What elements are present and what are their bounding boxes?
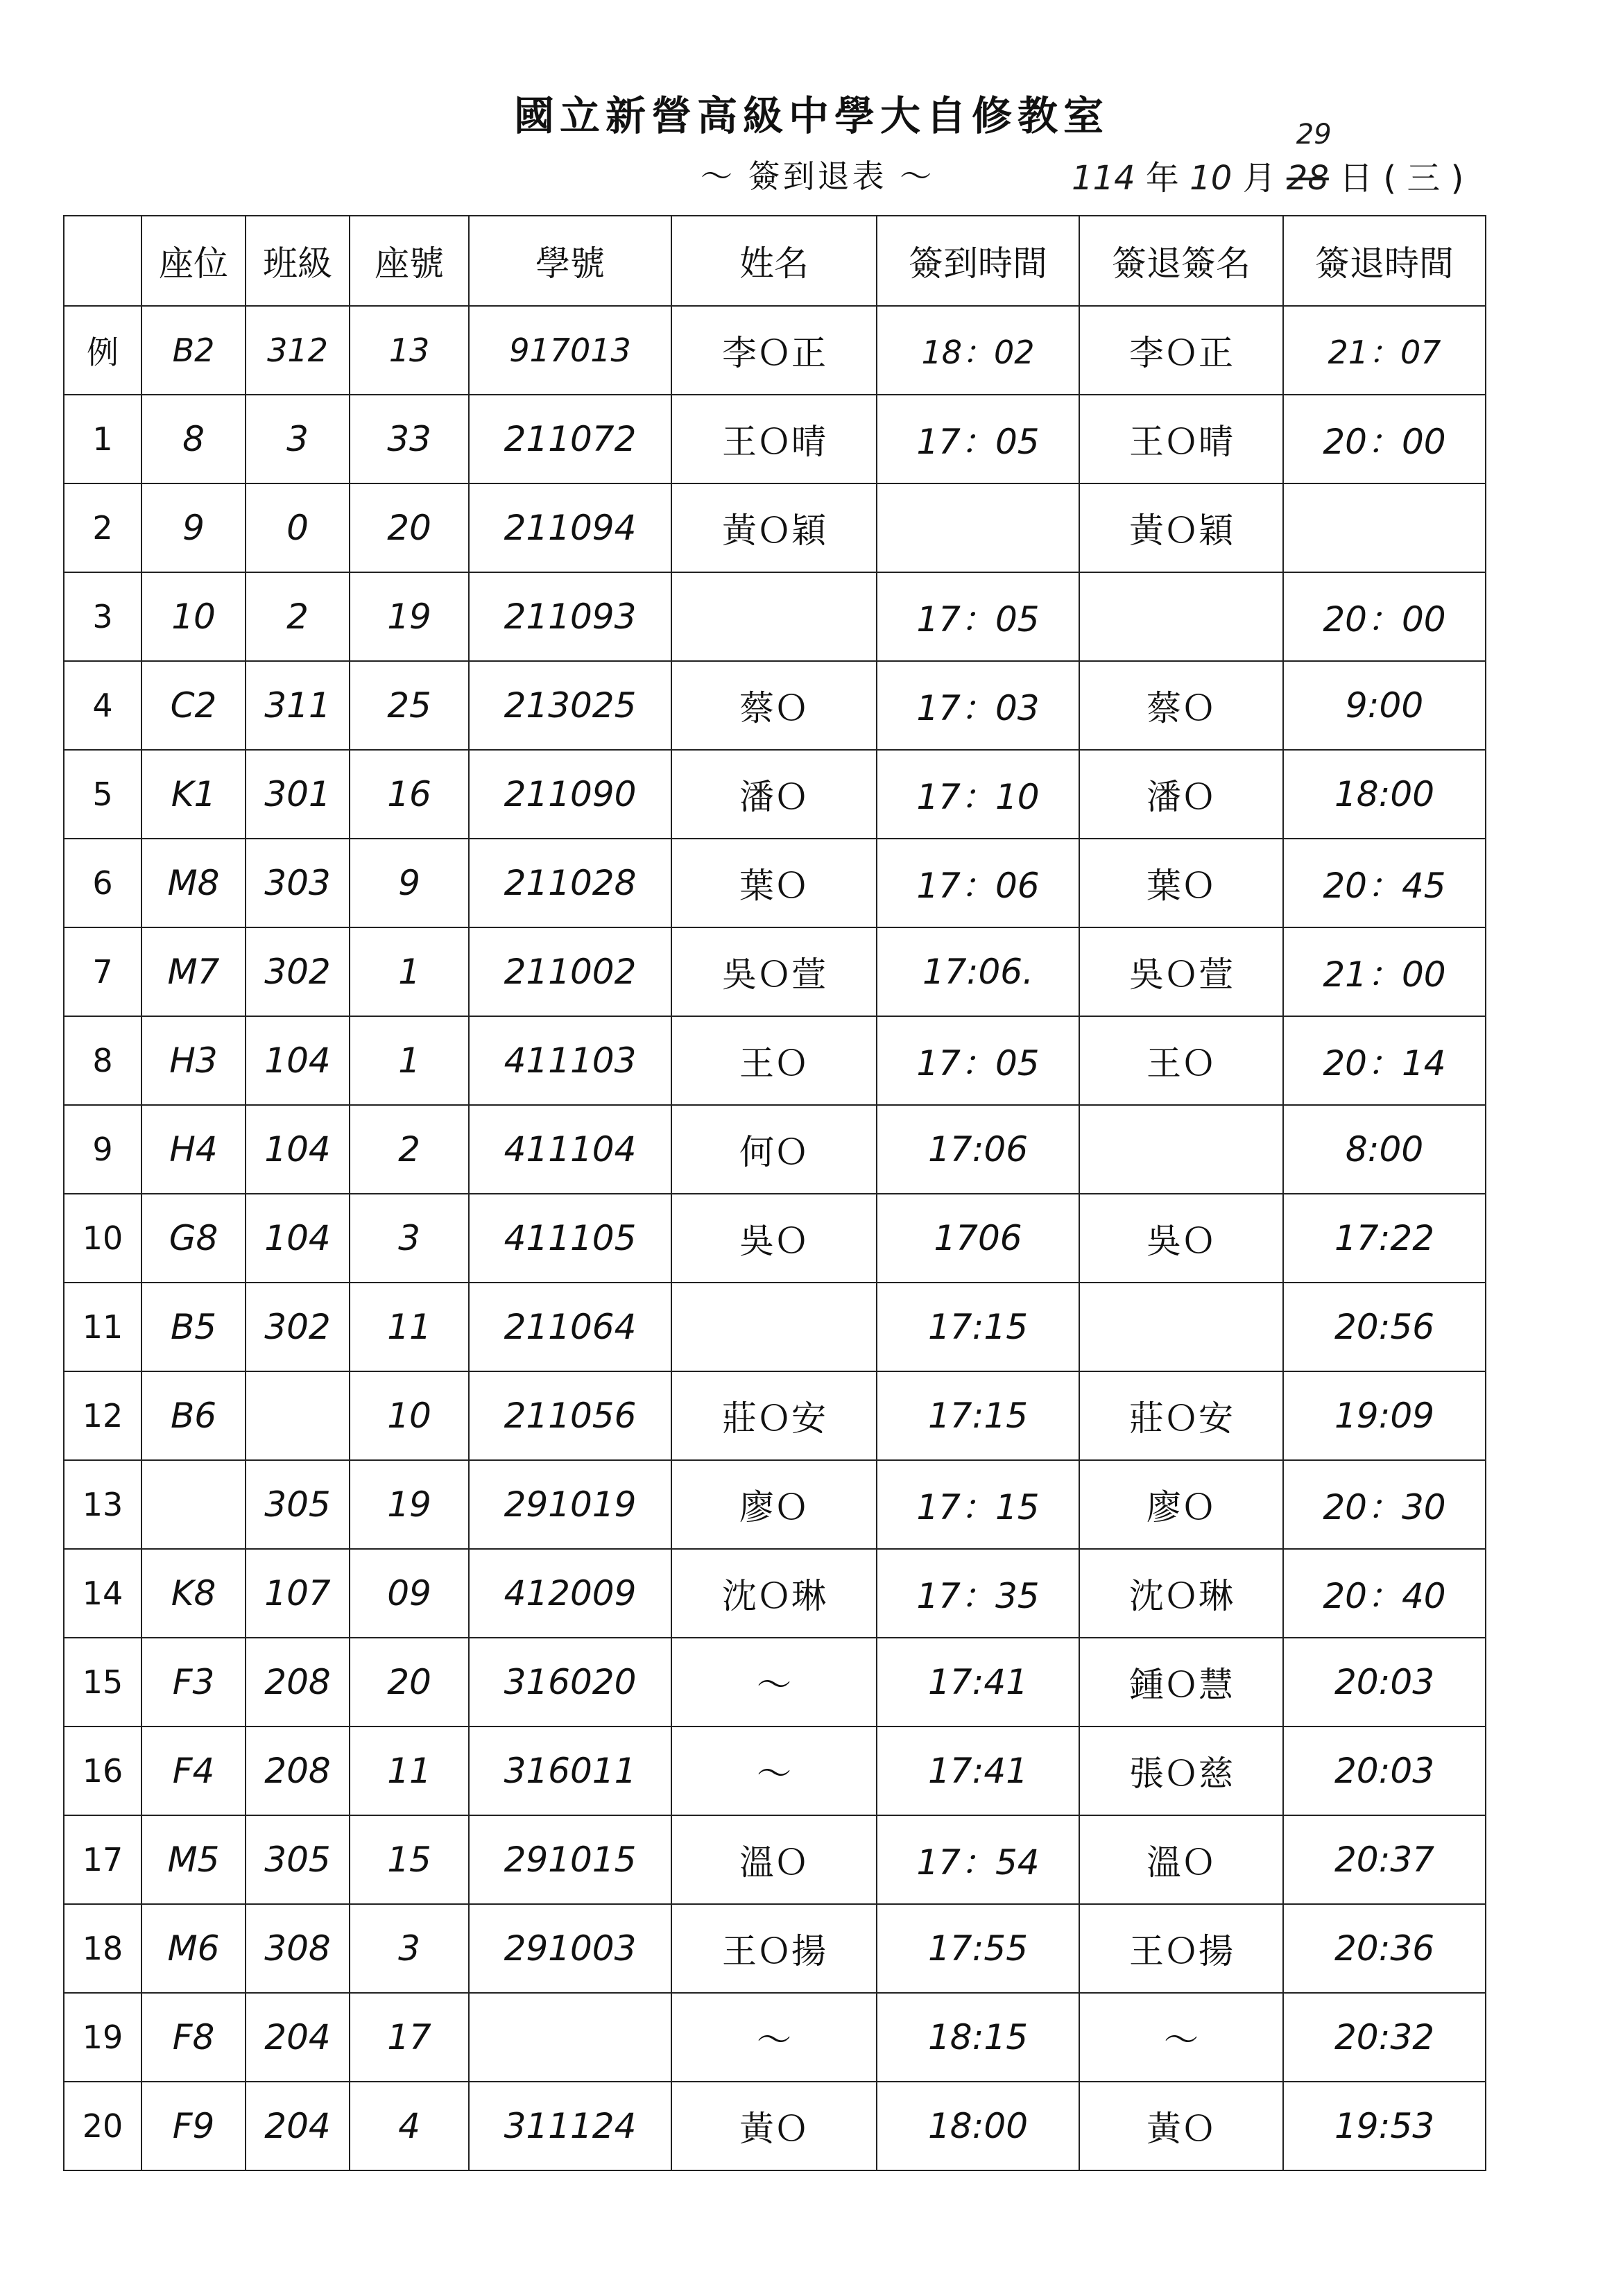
checkout-signature-cell: 蔡Ｏ — [1079, 661, 1283, 750]
class-cell: 305 — [246, 1815, 350, 1904]
name-cell: 蔡Ｏ — [671, 661, 877, 750]
class-cell: 204 — [246, 1993, 350, 2082]
seat-cell: 8 — [141, 395, 246, 483]
checkout-time-cell: 20：30 — [1283, 1460, 1486, 1549]
seat-cell: F8 — [141, 1993, 246, 2082]
row-number: 2 — [64, 483, 141, 572]
student-id-cell: 411104 — [469, 1105, 671, 1194]
seat-number-cell: 9 — [350, 839, 469, 927]
checkin-time-cell: 17：35 — [877, 1549, 1079, 1638]
student-id-cell: 211056 — [469, 1371, 671, 1460]
checkout-signature-cell: 王Ｏ揚 — [1079, 1904, 1283, 1993]
name-cell: 莊Ｏ安 — [671, 1371, 877, 1460]
row-number: 19 — [64, 1993, 141, 2082]
row-number: 10 — [64, 1194, 141, 1283]
class-cell: 302 — [246, 1283, 350, 1371]
seat-number-cell: 19 — [350, 572, 469, 661]
checkout-time-cell: 20:03 — [1283, 1727, 1486, 1815]
row-number: 13 — [64, 1460, 141, 1549]
row-number: 14 — [64, 1549, 141, 1638]
name-cell — [671, 572, 877, 661]
col-index-header — [64, 216, 141, 306]
seat-cell: F9 — [141, 2082, 246, 2170]
example-checkout-signature: 李Ｏ正 — [1079, 306, 1283, 395]
row-number: 20 — [64, 2082, 141, 2170]
table-row — [64, 1194, 1486, 1283]
date-day-wrap — [1286, 119, 1332, 198]
checkin-time-cell: 17:41 — [877, 1638, 1079, 1727]
seat-cell: C2 — [141, 661, 246, 750]
col-checkout-signature-header: 簽退簽名 — [1079, 216, 1283, 306]
row-number: 8 — [64, 1016, 141, 1105]
checkout-signature-cell — [1079, 1283, 1283, 1371]
checkout-time-cell: 21：00 — [1283, 927, 1486, 1016]
name-cell: 黃Ｏ穎 — [671, 483, 877, 572]
table-row — [64, 572, 1486, 661]
class-cell: 2 — [246, 572, 350, 661]
name-cell: 溫Ｏ — [671, 1815, 877, 1904]
checkout-time-cell: 20:03 — [1283, 1638, 1486, 1727]
seat-number-cell: 3 — [350, 1194, 469, 1283]
seat-number-cell: 11 — [350, 1283, 469, 1371]
row-number: 9 — [64, 1105, 141, 1194]
checkout-time-cell: 19:09 — [1283, 1371, 1486, 1460]
checkin-time-cell: 17：06 — [877, 839, 1079, 927]
table-row — [64, 483, 1486, 572]
checkout-time-cell: 18:00 — [1283, 750, 1486, 839]
table-row — [64, 1549, 1486, 1638]
checkin-time-cell: 17：15 — [877, 1460, 1079, 1549]
checkin-time-cell: 17：05 — [877, 395, 1079, 483]
date-year-unit: 年 — [1145, 159, 1179, 198]
name-cell: 王Ｏ揚 — [671, 1904, 877, 1993]
seat-cell: H4 — [141, 1105, 246, 1194]
name-cell: 吳Ｏ萱 — [671, 927, 877, 1016]
name-cell: 黃Ｏ — [671, 2082, 877, 2170]
class-cell: 305 — [246, 1460, 350, 1549]
col-checkin-time-header: 簽到時間 — [877, 216, 1079, 306]
checkin-time-cell: 17:55 — [877, 1904, 1079, 1993]
table-row — [64, 1904, 1486, 1993]
class-cell: 301 — [246, 750, 350, 839]
seat-number-cell: 20 — [350, 483, 469, 572]
student-id-cell: 291019 — [469, 1460, 671, 1549]
table-row — [64, 839, 1486, 927]
checkout-signature-cell: 吳Ｏ — [1079, 1194, 1283, 1283]
checkout-signature-cell: 黃Ｏ — [1079, 2082, 1283, 2170]
row-number: 18 — [64, 1904, 141, 1993]
checkout-signature-cell: 鍾Ｏ慧 — [1079, 1638, 1283, 1727]
date-weekday: ( 三 ) — [1383, 159, 1464, 198]
date-day-corrected: 29 — [1296, 119, 1332, 151]
class-cell: 104 — [246, 1194, 350, 1283]
table-header-row — [64, 216, 1486, 306]
class-cell: 104 — [246, 1016, 350, 1105]
seat-cell: M7 — [141, 927, 246, 1016]
table-row — [64, 1283, 1486, 1371]
checkout-signature-cell: 葉Ｏ — [1079, 839, 1283, 927]
class-cell: 0 — [246, 483, 350, 572]
checkin-time-cell: 17:15 — [877, 1283, 1079, 1371]
date-month: 10 — [1190, 159, 1233, 198]
checkout-signature-cell: 溫Ｏ — [1079, 1815, 1283, 1904]
seat-cell — [141, 1460, 246, 1549]
row-number: 7 — [64, 927, 141, 1016]
checkout-time-cell: 20:36 — [1283, 1904, 1486, 1993]
checkout-signature-cell: 沈Ｏ琳 — [1079, 1549, 1283, 1638]
form-subtitle: ～ 簽到退表 ～ — [701, 157, 935, 195]
seat-number-cell: 1 — [350, 927, 469, 1016]
table-row — [64, 1638, 1486, 1727]
table-row — [64, 1993, 1486, 2082]
seat-number-cell: 17 — [350, 1993, 469, 2082]
example-seat: B2 — [141, 306, 246, 395]
checkout-time-cell: 19:53 — [1283, 2082, 1486, 2170]
checkin-time-cell: 1706 — [877, 1194, 1079, 1283]
name-cell — [671, 1283, 877, 1371]
seat-cell: M8 — [141, 839, 246, 927]
example-checkin-time: 18：02 — [877, 306, 1079, 395]
checkout-signature-cell: ～ — [1079, 1993, 1283, 2082]
checkout-signature-cell: 吳Ｏ萱 — [1079, 927, 1283, 1016]
table-row — [64, 661, 1486, 750]
seat-number-cell: 20 — [350, 1638, 469, 1727]
row-number: 17 — [64, 1815, 141, 1904]
checkin-time-cell: 17:06 — [877, 1105, 1079, 1194]
student-id-cell: 316020 — [469, 1638, 671, 1727]
seat-cell: 10 — [141, 572, 246, 661]
checkout-time-cell: 20：45 — [1283, 839, 1486, 927]
seat-cell: 9 — [141, 483, 246, 572]
class-cell: 208 — [246, 1638, 350, 1727]
col-number-header: 座號 — [350, 216, 469, 306]
date-year: 114 — [1072, 159, 1135, 198]
example-row — [64, 306, 1486, 395]
col-seat-header: 座位 — [141, 216, 246, 306]
student-id-cell: 213025 — [469, 661, 671, 750]
class-cell: 311 — [246, 661, 350, 750]
col-class-header: 班級 — [246, 216, 350, 306]
seat-number-cell: 25 — [350, 661, 469, 750]
seat-cell: K1 — [141, 750, 246, 839]
class-cell: 303 — [246, 839, 350, 927]
checkout-time-cell: 8:00 — [1283, 1105, 1486, 1194]
seat-number-cell: 3 — [350, 1904, 469, 1993]
checkin-time-cell — [877, 483, 1079, 572]
date-line — [1072, 119, 1464, 199]
seat-cell: M5 — [141, 1815, 246, 1904]
checkout-signature-cell: 王Ｏ — [1079, 1016, 1283, 1105]
checkout-signature-cell: 莊Ｏ安 — [1079, 1371, 1283, 1460]
name-cell: 廖Ｏ — [671, 1460, 877, 1549]
class-cell: 308 — [246, 1904, 350, 1993]
student-id-cell: 412009 — [469, 1549, 671, 1638]
checkout-signature-cell: 張Ｏ慈 — [1079, 1727, 1283, 1815]
seat-number-cell: 19 — [350, 1460, 469, 1549]
seat-cell: H3 — [141, 1016, 246, 1105]
student-id-cell: 211064 — [469, 1283, 671, 1371]
student-id-cell: 211090 — [469, 750, 671, 839]
checkout-time-cell: 20:37 — [1283, 1815, 1486, 1904]
checkin-time-cell: 17：05 — [877, 572, 1079, 661]
class-cell: 302 — [246, 927, 350, 1016]
name-cell: 吳Ｏ — [671, 1194, 877, 1283]
name-cell: 王Ｏ — [671, 1016, 877, 1105]
student-id-cell: 211093 — [469, 572, 671, 661]
checkin-time-cell: 18:15 — [877, 1993, 1079, 2082]
name-cell: 潘Ｏ — [671, 750, 877, 839]
row-number: 1 — [64, 395, 141, 483]
class-cell: 3 — [246, 395, 350, 483]
student-id-cell: 211002 — [469, 927, 671, 1016]
table-row — [64, 2082, 1486, 2170]
student-id-cell: 211028 — [469, 839, 671, 927]
seat-number-cell: 09 — [350, 1549, 469, 1638]
table-row — [64, 1460, 1486, 1549]
name-cell: ～ — [671, 1638, 877, 1727]
table-row — [64, 1105, 1486, 1194]
row-number: 5 — [64, 750, 141, 839]
student-id-cell: 211094 — [469, 483, 671, 572]
seat-number-cell: 16 — [350, 750, 469, 839]
row-number: 16 — [64, 1727, 141, 1815]
seat-number-cell: 15 — [350, 1815, 469, 1904]
checkin-time-cell: 17：10 — [877, 750, 1079, 839]
checkin-time-cell: 17：54 — [877, 1815, 1079, 1904]
checkout-time-cell — [1283, 483, 1486, 572]
checkout-signature-cell: 黃Ｏ穎 — [1079, 483, 1283, 572]
seat-cell: B5 — [141, 1283, 246, 1371]
checkout-signature-cell: 王Ｏ晴 — [1079, 395, 1283, 483]
class-cell: 204 — [246, 2082, 350, 2170]
student-id-cell: 411105 — [469, 1194, 671, 1283]
student-id-cell: 211072 — [469, 395, 671, 483]
checkout-time-cell: 20：14 — [1283, 1016, 1486, 1105]
checkin-time-cell: 17：05 — [877, 1016, 1079, 1105]
seat-cell: G8 — [141, 1194, 246, 1283]
checkout-time-cell: 17:22 — [1283, 1194, 1486, 1283]
seat-cell: M6 — [141, 1904, 246, 1993]
seat-number-cell: 33 — [350, 395, 469, 483]
checkout-signature-cell — [1079, 1105, 1283, 1194]
seat-cell: F4 — [141, 1727, 246, 1815]
name-cell: ～ — [671, 1727, 877, 1815]
table-row — [64, 395, 1486, 483]
student-id-cell: 316011 — [469, 1727, 671, 1815]
class-cell: 104 — [246, 1105, 350, 1194]
page-title: 國立新營高級中學大自修教室 — [513, 92, 1109, 139]
row-number: 3 — [64, 572, 141, 661]
row-number: 12 — [64, 1371, 141, 1460]
example-student-id: 917013 — [469, 306, 671, 395]
example-class: 312 — [246, 306, 350, 395]
col-student-id-header: 學號 — [469, 216, 671, 306]
subtitle-row — [0, 119, 1623, 200]
seat-number-cell: 4 — [350, 2082, 469, 2170]
class-cell — [246, 1371, 350, 1460]
row-number: 6 — [64, 839, 141, 927]
table-row — [64, 1016, 1486, 1105]
checkout-signature-cell: 潘Ｏ — [1079, 750, 1283, 839]
row-number: 4 — [64, 661, 141, 750]
class-cell: 208 — [246, 1727, 350, 1815]
name-cell: ～ — [671, 1993, 877, 2082]
seat-cell: K8 — [141, 1549, 246, 1638]
checkin-time-cell: 17:41 — [877, 1727, 1079, 1815]
name-cell: 王Ｏ晴 — [671, 395, 877, 483]
date-month-unit: 月 — [1242, 159, 1276, 198]
checkout-time-cell: 20:32 — [1283, 1993, 1486, 2082]
table-row — [64, 1815, 1486, 1904]
row-number: 11 — [64, 1283, 141, 1371]
table-row — [64, 750, 1486, 839]
col-name-header: 姓名 — [671, 216, 877, 306]
checkout-time-cell: 20：40 — [1283, 1549, 1486, 1638]
seat-cell: F3 — [141, 1638, 246, 1727]
student-id-cell: 411103 — [469, 1016, 671, 1105]
checkin-time-cell: 18:00 — [877, 2082, 1079, 2170]
date-day-unit: 日 — [1339, 159, 1373, 198]
student-id-cell — [469, 1993, 671, 2082]
name-cell: 何Ｏ — [671, 1105, 877, 1194]
example-checkout-time: 21：07 — [1283, 306, 1486, 395]
sign-in-table — [63, 215, 1486, 2171]
checkout-time-cell: 20：00 — [1283, 572, 1486, 661]
student-id-cell: 291015 — [469, 1815, 671, 1904]
seat-number-cell: 1 — [350, 1016, 469, 1105]
class-cell: 107 — [246, 1549, 350, 1638]
student-id-cell: 291003 — [469, 1904, 671, 1993]
checkout-time-cell: 20:56 — [1283, 1283, 1486, 1371]
seat-number-cell: 11 — [350, 1727, 469, 1815]
table-row — [64, 927, 1486, 1016]
example-label: 例 — [64, 306, 141, 395]
seat-number-cell: 2 — [350, 1105, 469, 1194]
checkout-signature-cell — [1079, 572, 1283, 661]
seat-cell: B6 — [141, 1371, 246, 1460]
seat-number-cell: 10 — [350, 1371, 469, 1460]
table-row — [64, 1371, 1486, 1460]
student-id-cell: 311124 — [469, 2082, 671, 2170]
name-cell: 沈Ｏ琳 — [671, 1549, 877, 1638]
checkout-signature-cell: 廖Ｏ — [1079, 1460, 1283, 1549]
col-checkout-time-header: 簽退時間 — [1283, 216, 1486, 306]
example-name: 李Ｏ正 — [671, 306, 877, 395]
checkin-time-cell: 17:15 — [877, 1371, 1079, 1460]
table-row — [64, 1727, 1486, 1815]
date-day-struck: 28 — [1286, 159, 1329, 198]
checkin-time-cell: 17:06. — [877, 927, 1079, 1016]
example-number: 13 — [350, 306, 469, 395]
checkout-time-cell: 20：00 — [1283, 395, 1486, 483]
checkin-time-cell: 17：03 — [877, 661, 1079, 750]
checkout-time-cell: 9:00 — [1283, 661, 1486, 750]
row-number: 15 — [64, 1638, 141, 1727]
name-cell: 葉Ｏ — [671, 839, 877, 927]
